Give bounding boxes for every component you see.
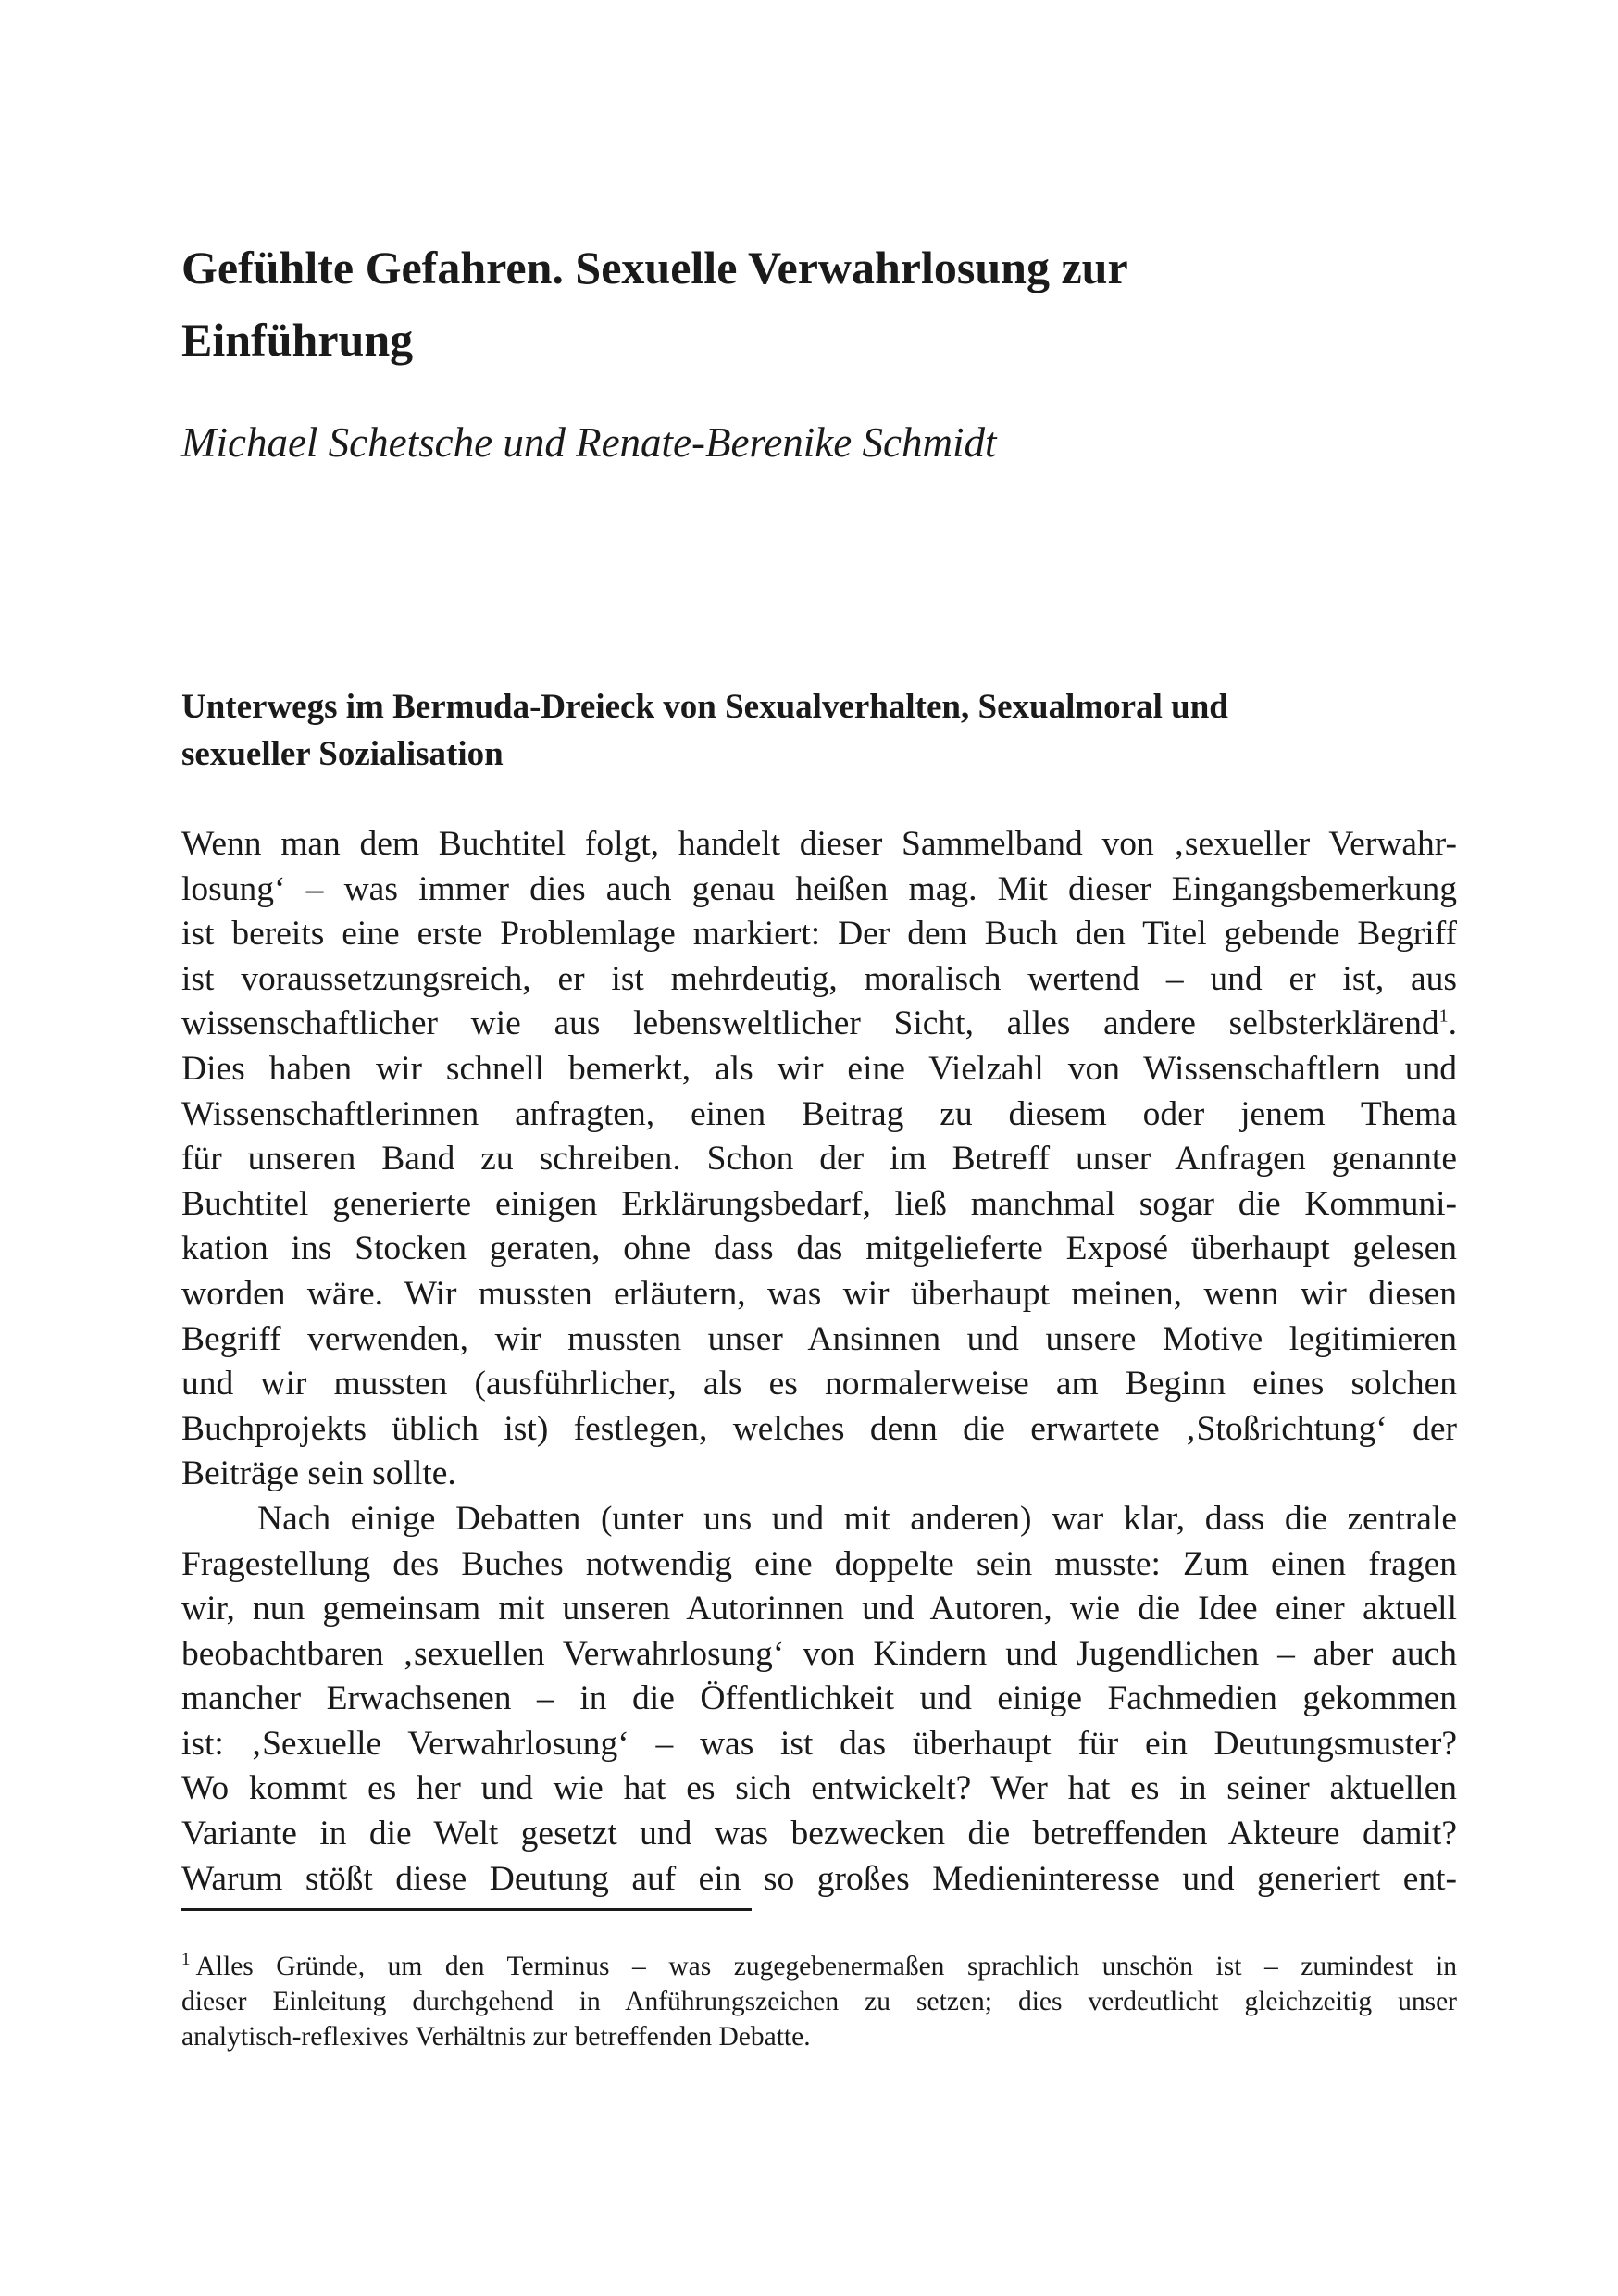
body-line: Beiträge sein sollte.: [181, 1454, 456, 1493]
footnote-line: analytisch-reflexives Verhältnis zur betreffenden Debatte.: [181, 2022, 811, 2052]
body-line: für unseren Band zu schreiben. Schon der im Betreff unser Anfragen genannte: [181, 1140, 1457, 1179]
body-line: Nach einige Debatten (unter uns und mit anderen) war klar, dass die zentrale: [257, 1499, 1457, 1538]
body-line: Dies haben wir schnell bemerkt, als wir eine Vielzahl von Wissenschaftlern und: [181, 1049, 1457, 1088]
body-line: Variante in die Welt gesetzt und was bezwecken die betreffenden Akteure damit?: [181, 1815, 1457, 1853]
body-text: [181, 822, 1457, 1902]
section-heading: [181, 683, 1477, 778]
chapter-authors: Michael Schetsche und Renate-Berenike Schmidt: [181, 419, 997, 466]
body-line: ist voraussetzungsreich, er ist mehrdeutig, moralisch wertend – und er ist, aus: [181, 959, 1457, 998]
body-line: worden wäre. Wir mussten erläutern, was wir überhaupt meinen, wenn wir diesen: [181, 1274, 1457, 1313]
body-line-text: wissenschaftlicher wie aus lebensweltlicher Sicht, alles andere selbsterklärend: [181, 1004, 1439, 1043]
body-line: wir, nun gemeinsam mit unseren Autorinnen und Autoren, wie die Idee einer aktuell: [181, 1590, 1457, 1628]
chapter-title: [181, 231, 1459, 376]
chapter-title-line: Gefühlte Gefahren. Sexuelle Verwahrlosung zur: [181, 242, 1128, 293]
footnote-line-text: Alles Gründe, um den Terminus – was zugegebenermaßen sprachlich unschön ist – zumindest in: [195, 1952, 1457, 1981]
footnote-reference-trailing: .: [1448, 1004, 1457, 1043]
body-line: beobachtbaren ‚sexuellen Verwahrlosung‘ von Kindern und Jugendlichen – aber auch: [181, 1634, 1457, 1673]
body-line: und wir mussten (ausführlicher, als es normalerweise am Beginn eines solchen: [181, 1365, 1457, 1404]
body-line: Buchtitel generierte einigen Erklärungsbedarf, ließ manchmal sogar die Kommuni-: [181, 1184, 1457, 1223]
body-line: Fragestellung des Buches notwendig eine doppelte sein musste: Zum einen fragen: [181, 1544, 1457, 1583]
footnote-divider: [181, 1908, 752, 1911]
body-line: Wo kommt es her und wie hat es sich entwickelt? Wer hat es in seiner aktuellen: [181, 1769, 1457, 1808]
body-line: ist bereits eine erste Problemlage markiert: Der dem Buch den Titel gebende Begriff: [181, 915, 1457, 954]
section-heading-line: sexueller Sozialisation: [181, 735, 504, 773]
footnote: [181, 1949, 1457, 2054]
body-line: Begriff verwenden, wir mussten unser Ansinnen und unsere Motive legitimieren: [181, 1319, 1457, 1358]
body-line: ist: ‚Sexuelle Verwahrlosung‘ – was ist das überhaupt für ein Deutungsmuster?: [181, 1724, 1457, 1763]
footnote-reference[interactable]: 1: [1438, 1005, 1449, 1027]
section-heading-line: Unterwegs im Bermuda-Dreieck von Sexualverhalten, Sexualmoral und: [181, 688, 1228, 726]
body-line-with-footnote: [181, 1002, 1457, 1047]
body-line: Warum stößt diese Deutung auf ein so großes Medieninteresse und generiert ent-: [181, 1859, 1457, 1898]
footnote-number: 1: [181, 1950, 191, 1970]
body-line: Buchprojekts üblich ist) festlegen, welches denn die erwartete ‚Stoßrichtung‘ der: [181, 1409, 1457, 1448]
body-line: Wissenschaftlerinnen anfragten, einen Beitrag zu diesem oder jenem Thema: [181, 1094, 1457, 1133]
body-line: losung‘ – was immer dies auch genau heißen mag. Mit dieser Eingangsbemerkung: [181, 869, 1457, 908]
body-line: kation ins Stocken geraten, ohne dass das mitgelieferte Exposé überhaupt gelesen: [181, 1229, 1457, 1268]
footnote-line: [181, 1949, 1457, 1984]
chapter-title-line: Einführung: [181, 314, 414, 366]
body-line: Wenn man dem Buchtitel folgt, handelt dieser Sammelband von ‚sexueller Verwahr-: [181, 825, 1457, 863]
body-line: mancher Erwachsenen – in die Öffentlichkeit und einige Fachmedien gekommen: [181, 1679, 1457, 1718]
footnote-line: dieser Einleitung durchgehend in Anführungszeichen zu setzen; dies verdeutlicht gleichzeitig unser: [181, 1987, 1457, 2016]
